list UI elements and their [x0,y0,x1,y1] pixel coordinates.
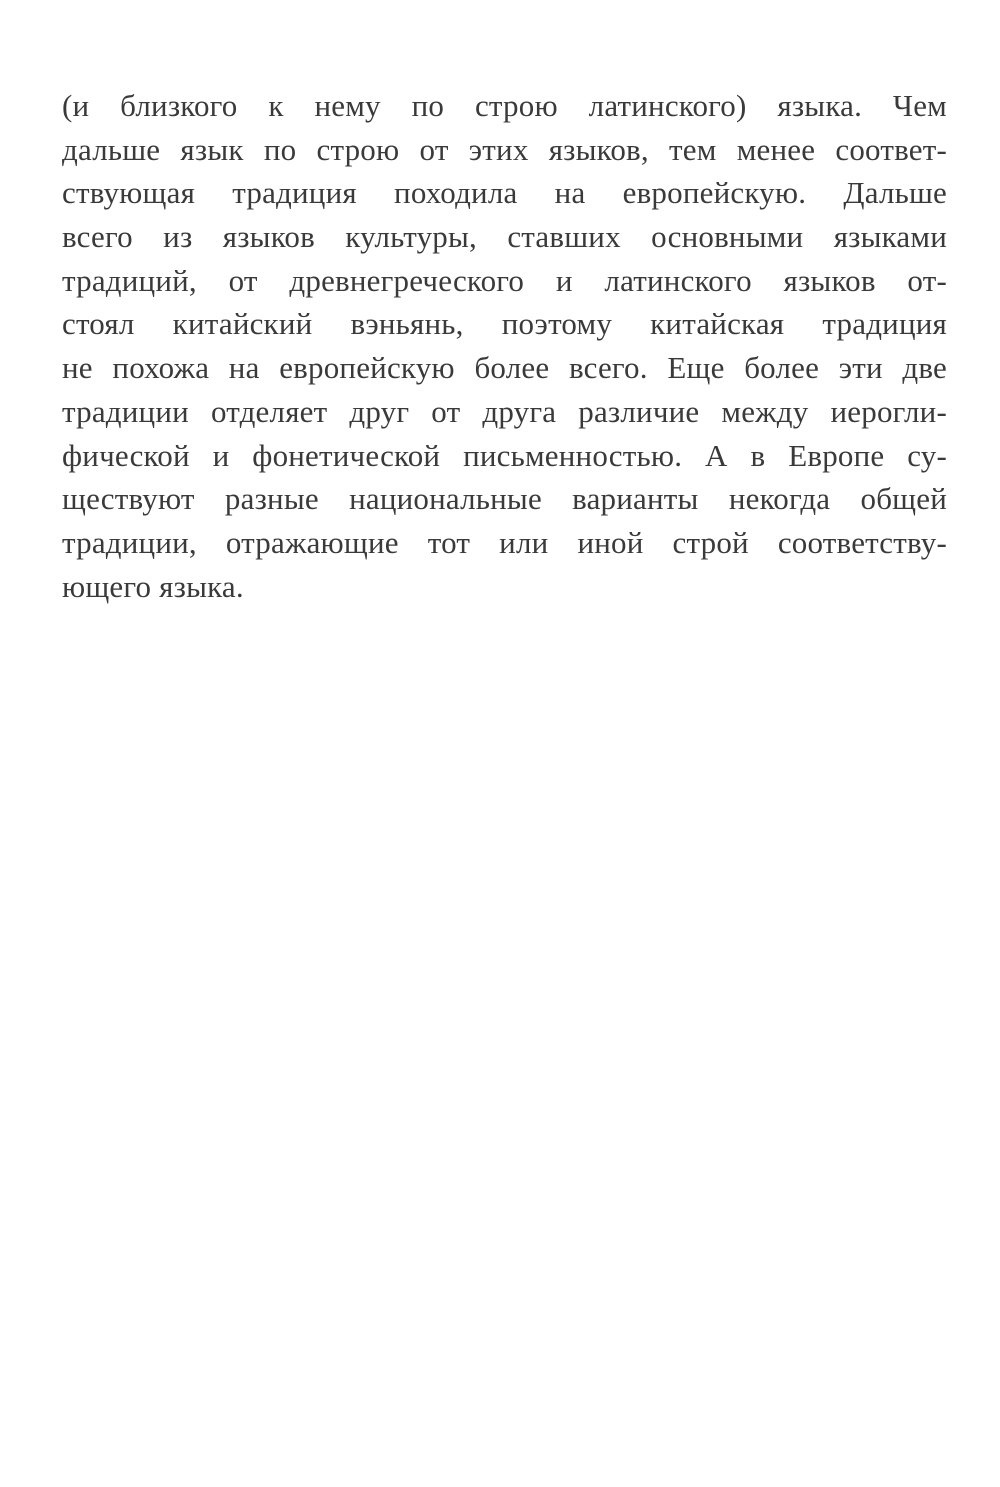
text-line: ществуют разные национальные варианты некогда общей [62,481,947,517]
text-line: не похожа на европейскую более всего. Еще более эти две [62,350,947,386]
text-line: традиций, от древнегреческого и латинского языков от- [62,262,947,298]
body-paragraph [62,84,947,608]
text-line: всего из языков культуры, ставших основными языками [62,219,947,255]
text-line: ствующая традиция походила на европейскую. Дальше [62,175,947,211]
text-line: традиции отделяет друг от друга различие между иерогли- [62,393,947,429]
text-line: фической и фонетической письменностью. А в Европе су- [62,437,947,473]
text-line: стоял китайский вэньянь, поэтому китайская традиция [62,306,947,342]
text-line: (и близкого к нему по строю латинского) языка. Чем [62,88,947,123]
text-line: традиции, отражающие тот или иной строй соответству- [62,524,947,560]
text-line: дальше язык по строю от этих языков, тем менее соответ- [62,131,947,167]
text-line: ющего языка. [62,568,244,604]
